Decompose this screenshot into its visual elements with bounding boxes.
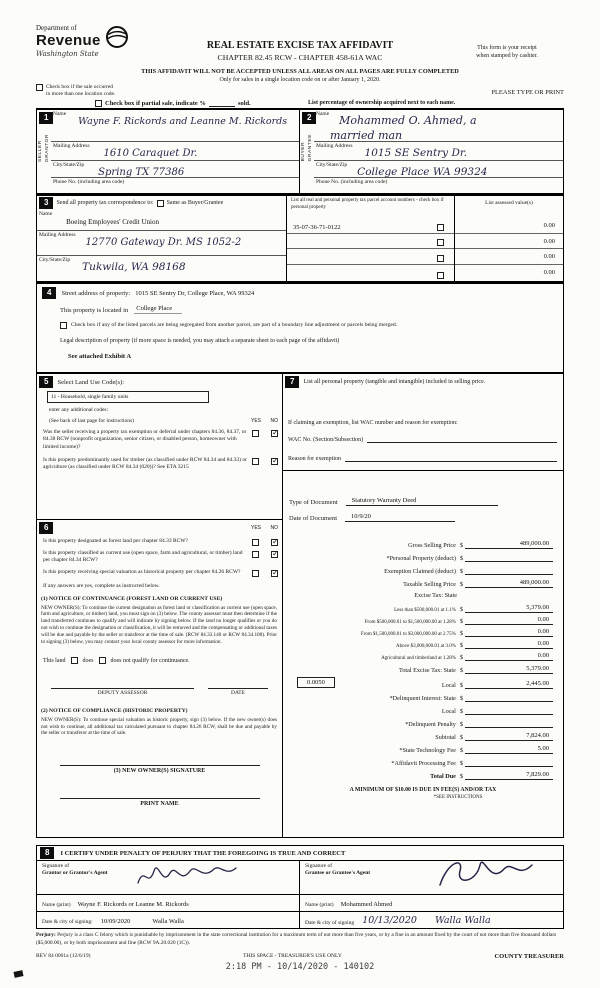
dor-logo-icon [105, 25, 129, 49]
no-header-label-6: NO [270, 525, 278, 531]
scan-corner-mark [13, 970, 23, 978]
see-instructions-note: *SEE INSTRUCTIONS [433, 795, 483, 800]
dollar-sign: $ [459, 734, 463, 741]
grantor-signature-cell [37, 861, 300, 894]
print-name-line[interactable]: PRINT NAME [60, 798, 260, 807]
grantor-date-city-label: Date & city of signing: [42, 919, 93, 925]
see-back-note: (See back of last page for instructions) [49, 418, 134, 424]
grantee-name-print-label: Name (print) [305, 902, 334, 908]
seller-side-word2: GRANTOR [45, 134, 51, 163]
bracket4-label: Above $3,000,000.01 at 3.0% [396, 644, 456, 649]
delinquent-interest-local-row [283, 702, 563, 715]
bracket4-value[interactable]: 0.00 [465, 640, 553, 649]
multi-location-row [36, 84, 176, 99]
personal-property-deduct-value[interactable] [465, 560, 553, 562]
correspondence-csz-value[interactable]: Tukwila, WA 98168 [82, 261, 186, 274]
current-use-yes-checkbox[interactable] [252, 551, 259, 558]
dollar-sign: $ [459, 695, 463, 702]
agricultural-row [283, 649, 563, 661]
bracket1-label: Less than $500,000.01 at 1.1% [394, 608, 456, 613]
wac-number-field[interactable] [367, 435, 557, 443]
exemption-reason-label: Reason for exemption [288, 456, 341, 462]
grantor-signature-label-line2: Grantor or Grantor's Agent [42, 870, 108, 877]
section5-badge: 5 [39, 376, 53, 388]
dollar-sign: $ [459, 606, 463, 613]
section7-badge: 7 [285, 376, 299, 388]
parcel-1-personal-checkbox[interactable] [437, 224, 444, 231]
parcel-2-personal-checkbox[interactable] [437, 239, 444, 246]
forest-yes-checkbox[interactable] [252, 539, 259, 546]
tax-correspondence-section [36, 194, 564, 282]
document-date-value[interactable]: 10/9/20 [345, 513, 455, 522]
gross-selling-price-value[interactable]: 489,000.00 [465, 540, 553, 549]
ownership-note: List percentage of ownership acquired next to each name. [308, 100, 456, 106]
grantee-date-city-label: Date & city of signing [305, 920, 355, 926]
correspondence-csz-label: City/State/Zip [39, 257, 71, 264]
buyer-section [300, 110, 563, 193]
buyer-csz-value[interactable]: College Place WA 99324 [357, 165, 488, 178]
legal-description-label: Legal description of property (if more space is needed, you may attach a separate sheet to each page of the affidavit) [60, 338, 340, 344]
correspondence-name-label: Name [39, 211, 53, 217]
personal-property-write-area[interactable] [283, 390, 563, 420]
subtotal-row [283, 728, 563, 741]
left-column [36, 373, 283, 838]
multi-location-label [46, 84, 115, 99]
this-land-label: This land [43, 657, 66, 664]
local-tax-value[interactable]: 2,445.00 [465, 680, 553, 689]
dollar-sign: $ [459, 721, 463, 728]
delinquent-penalty-label: *Delinquent Penalty [405, 721, 456, 728]
section3-badge: 3 [39, 197, 53, 209]
located-in-label: This property is located in [60, 307, 129, 314]
exemption-claimed-row [283, 562, 563, 575]
exemption-deferral-question: Was the seller receiving a property tax exemption or deferral under chapters 84.36, 84.37, or 84.38 RCW (nonprofit organization, senior citizen, or disabled person, homeowner with limited income)? [43, 429, 247, 450]
dollar-sign: $ [459, 542, 463, 549]
personal-property-section [283, 374, 563, 471]
dollar-sign: $ [459, 747, 463, 754]
total-due-label: Total Due [430, 773, 456, 780]
bracket3-value[interactable]: 0.00 [465, 628, 553, 637]
forest-no-checkbox[interactable] [271, 539, 278, 546]
total-due-row [283, 767, 563, 780]
footer-row [36, 953, 564, 960]
notice-compliance-body: NEW OWNER(S): To continue special valuation as historic property, sign (3) below. If the new owner(s) does not wish to continue, all additional tax calculated pursuant to chapter 84.26 RCW, shall be due and payable by the seller or transferor at the time of sale. [41, 716, 277, 737]
assessed-value-1[interactable]: 0.00 [455, 218, 563, 234]
perjury-text: Perjury is a class C felony which is punishable by imprisonment in the state correctional institution for a maximum term of not more than five years, or by a fine in an amount fixed by the court of not more than five thousand dollars ($5,000.00), or by both imprisonment and fine (RCW 9A.20.020 (1C)). [36, 932, 557, 946]
continuance-does-checkbox[interactable] [71, 657, 78, 664]
street-address-value[interactable]: 1015 SE Sentry Dr, College Place, WA 99324 [135, 289, 255, 297]
dollar-sign: $ [459, 682, 463, 689]
agricultural-value[interactable]: 0.00 [465, 652, 553, 661]
not-accepted-warning: THIS AFFIDAVIT WILL NOT BE ACCEPTED UNLESS ALL AREAS ON ALL PAGES ARE FULLY COMPLETED [141, 68, 459, 75]
forest-land-question: Is this property designated as forest land per chapter 84.33 RCW? [43, 538, 188, 544]
grantee-signing-date[interactable]: 10/13/2020 [362, 915, 417, 926]
buyer-name-label: Name [316, 111, 330, 117]
grantee-name-cell [300, 895, 563, 911]
section8-badge: 8 [40, 847, 54, 859]
correspondence-mailing-label: Mailing Address [39, 231, 76, 238]
does-label: does [82, 657, 94, 664]
does-not-label: does not qualify for continuance. [110, 657, 190, 664]
exemption-yes-checkbox[interactable] [252, 430, 259, 437]
technology-fee-row [283, 741, 563, 754]
grantor-printed-name[interactable]: Wayne F. Rickords or Leanne M. Rickords [77, 901, 189, 908]
property-location-section [36, 282, 564, 373]
dollar-sign: $ [459, 667, 463, 674]
yes-header-label: YES [251, 418, 262, 424]
delinquent-interest-state-value[interactable] [465, 700, 553, 702]
local-tax-label: Local [441, 682, 456, 689]
document-date-row [289, 513, 563, 522]
grantee-date-city-cell [300, 912, 563, 928]
parcel-numbers-header: List all real and personal property tax parcel account numbers - check box if personal property [291, 198, 444, 210]
current-use-question: Is this property classified as current use (open space, farm and agricultural, or timber) land per chapter 84.34 RCW? [43, 550, 243, 564]
yes-no-header-6 [251, 525, 278, 531]
perjury-note [36, 932, 564, 947]
bracket4-row [283, 637, 563, 649]
multi-location-checkbox[interactable] [36, 84, 43, 91]
continuance-does-not-checkbox[interactable] [99, 657, 106, 664]
grantee-signature[interactable] [430, 855, 540, 895]
assessed-values-block [455, 196, 563, 281]
bracket2-label: From $500,000.01 to $1,500,000.00 at 1.28% [364, 620, 456, 625]
grantor-signing-city[interactable]: Walla Walla [152, 918, 184, 925]
document-type-label: Type of Document [289, 499, 338, 506]
yes-no-header-5 [251, 418, 278, 424]
grantor-date-city-cell [37, 912, 300, 928]
grantee-signature-cell [300, 861, 563, 894]
bracket2-value[interactable]: 0.00 [465, 616, 553, 625]
exemption-claimed-value[interactable] [465, 573, 553, 575]
segregated-label: Check box if any of the listed parcels are being segregated from another parcel, are part of a boundary line adjustment or parcels being merged. [71, 322, 398, 328]
seller-section [37, 110, 300, 193]
bracket3-row [283, 625, 563, 637]
document-type-row [289, 497, 563, 506]
land-use-code-field[interactable]: 11 - Household, single family units [47, 391, 209, 403]
segregated-checkbox[interactable] [60, 322, 67, 329]
correspondence-block [37, 196, 287, 281]
local-rate-box[interactable]: 0.0050 [297, 677, 335, 688]
grantor-name-print-label: Name (print) [42, 902, 71, 908]
processing-fee-value[interactable] [465, 765, 553, 767]
if-yes-note: If any answers are yes, complete as instructed below. [43, 582, 160, 589]
assessed-value-2[interactable]: 0.00 [455, 234, 563, 250]
dollar-sign: $ [459, 708, 463, 715]
technology-fee-value[interactable]: 5.00 [465, 745, 553, 754]
located-in-value[interactable]: College Place [134, 305, 182, 314]
section6-badge: 6 [39, 522, 53, 534]
minimum-due-note: A MINIMUM OF $10.00 IS DUE IN FEE(S) AND/OR TAX [349, 787, 497, 793]
same-as-buyer-checkbox[interactable] [157, 200, 164, 207]
total-state-excise-row [283, 661, 563, 674]
gross-selling-price-label: Gross Selling Price [408, 542, 456, 549]
yes-header-label-6: YES [251, 525, 262, 531]
document-date-label: Date of Document [289, 515, 338, 522]
form-chapter: CHAPTER 82.45 RCW - CHAPTER 458-61A WAC [217, 53, 383, 62]
same-as-buyer-label: Same as Buyer/Grantee [166, 200, 224, 206]
assessed-values-header: List assessed value(s) [485, 200, 533, 206]
dollar-sign: $ [459, 654, 463, 661]
additional-codes-label: enter any additional codes: [49, 407, 109, 413]
seller-mailing-label: Mailing Address [53, 143, 90, 150]
correspondence-mailing-value[interactable]: 12770 Gateway Dr. MS 1052-2 [85, 236, 242, 248]
receipt-note-line2: when stamped by cashier. [476, 53, 538, 60]
current-use-no-checkbox[interactable] [271, 551, 278, 558]
taxable-selling-price-label: Taxable Selling Price [403, 581, 456, 588]
grantor-signature[interactable] [132, 861, 242, 891]
agricultural-label: Agricultural and timberland at 1.28% [381, 656, 456, 661]
buyer-csz-label: City/State/Zip [316, 161, 348, 168]
total-state-excise-label: Total Excise Tax: State [398, 667, 456, 674]
seller-name-value[interactable]: Wayne F. Rickords and Leanne M. Rickords [78, 116, 288, 127]
grantee-printed-name[interactable]: Mohammed Ahmed [340, 901, 393, 908]
receipt-note [450, 44, 564, 61]
department-of-label: Department of [36, 24, 77, 32]
dollar-sign: $ [459, 618, 463, 625]
seller-csz-value[interactable]: Spring TX 77386 [98, 166, 185, 178]
historic-property-question: Is this property receiving special valuation as historical property per chapter 84.26 RCW? [43, 568, 241, 575]
document-type-value[interactable]: Statutory Warranty Deed [346, 497, 498, 506]
seller-name-label: Name [53, 111, 67, 117]
seller-phone-label: Phone No. (including area code) [53, 179, 125, 186]
correspondence-name-value[interactable]: Boeing Employees' Credit Union [66, 218, 159, 226]
section2-badge: 2 [302, 112, 316, 124]
parcel-number-1-value[interactable]: 35-07-36-71-0122 [293, 223, 341, 231]
dollar-sign: $ [459, 630, 463, 637]
cashier-stamp: 2:18 PM - 10/14/2020 - 140102 [225, 962, 375, 972]
land-use-section [37, 374, 282, 520]
seller-side-label [38, 134, 51, 162]
parties-section [36, 108, 564, 194]
notice-continuance-title: (1) NOTICE OF CONTINUANCE (FOREST LAND OR CURRENT USE) [41, 595, 223, 602]
delinquent-interest-state-label: *Delinquent Interest: State [389, 695, 456, 702]
wac-number-label: WAC No. (Section/Subsection) [288, 437, 364, 443]
delinquent-penalty-row [283, 715, 563, 728]
buyer-phone-label: Phone No. (including area code) [316, 179, 388, 186]
section4-badge: 4 [42, 287, 56, 299]
deputy-date-line[interactable]: DATE [208, 688, 268, 696]
processing-fee-row [283, 754, 563, 767]
seller-mailing-value[interactable]: 1610 Caraquet Dr. [103, 148, 198, 160]
right-column [283, 373, 564, 838]
seller-side-word1: SELLER [38, 140, 43, 163]
grantee-signature-label-line1: Signature of [305, 863, 333, 869]
grantee-signing-city[interactable]: Walla Walla [434, 915, 491, 926]
bracket2-row [283, 613, 563, 625]
form-title-block [158, 40, 442, 62]
dor-logo-block [36, 24, 166, 58]
partial-sale-checkbox[interactable] [95, 100, 102, 107]
certify-statement: I CERTIFY UNDER PENALTY OF PERJURY THAT THE FOREGOING IS TRUE AND CORRECT [60, 849, 346, 857]
buyer-side-word2: GRANTEE [308, 134, 314, 162]
dollar-sign: $ [459, 555, 463, 562]
parcel-numbers-block [287, 196, 455, 281]
buyer-side-word1: BUYER [301, 141, 306, 162]
timber-yes-checkbox[interactable] [252, 458, 259, 465]
deputy-assessor-line[interactable]: DEPUTY ASSESSOR [51, 688, 194, 696]
delinquent-interest-local-label: Local [441, 708, 456, 715]
personal-property-deduct-row [283, 549, 563, 562]
partial-sale-percent-field[interactable] [209, 99, 235, 107]
taxable-selling-price-row [283, 575, 563, 588]
delinquent-interest-local-value[interactable] [465, 713, 553, 715]
new-owner-signature-line[interactable]: (3) NEW OWNER(S) SIGNATURE [60, 765, 260, 774]
multi-location-label-line1: Check box if the sale occurred [46, 84, 114, 90]
dollar-sign: $ [459, 642, 463, 649]
no-header-label: NO [270, 418, 278, 424]
grantee-signature-label-line2: Grantee or Grantee's Agent [305, 870, 371, 877]
bracket3-label: From $1,500,000.01 to $3,000,000.00 at 2.75% [360, 632, 456, 637]
bracket1-value[interactable]: 5,379.00 [465, 604, 553, 613]
assessed-value-4[interactable]: 0.00 [543, 269, 555, 277]
single-location-note: Only for sales in a single location code on or after January 1, 2020. [219, 77, 381, 83]
parcel-3-personal-checkbox[interactable] [437, 255, 444, 262]
assessed-value-3[interactable]: 0.00 [455, 249, 563, 265]
washington-state-label: Washington State [36, 50, 99, 58]
section1-badge: 1 [39, 112, 53, 124]
multi-location-label-line2: in more than one location code. [46, 91, 116, 98]
excise-tax-state-header: Excise Tax: State [414, 592, 457, 599]
designation-section [37, 520, 282, 837]
parcel-4-personal-checkbox[interactable] [437, 272, 444, 279]
technology-fee-label: *State Technology Fee [399, 747, 456, 754]
partial-sale-sold-label: sold. [237, 100, 251, 107]
buyer-mailing-label: Mailing Address [316, 143, 353, 150]
county-treasurer-label: COUNTY TREASURER [494, 953, 564, 960]
historic-yes-checkbox[interactable] [252, 570, 259, 577]
personal-property-label: List all personal property (tangible and intangible) included in selling price. [303, 379, 486, 385]
historic-no-checkbox[interactable] [271, 570, 278, 577]
subtotal-label: Subtotal [435, 734, 456, 741]
form-number: REV 84 0001a (12/6/19) [36, 953, 91, 959]
partial-sale-label: Check box if partial sale, indicate % [105, 100, 206, 107]
grantor-signature-label-line1: Signature of [42, 863, 70, 869]
legal-description-value[interactable]: See attached Exhibit A [68, 353, 132, 360]
local-tax-row [283, 674, 563, 689]
exemption-reason-field[interactable] [345, 454, 557, 462]
exemption-claimed-label: Exemption Claimed (deduct) [384, 568, 456, 575]
seller-csz-label: City/State/Zip [53, 161, 85, 168]
perjury-label: Perjury: [36, 932, 56, 938]
buyer-mailing-value[interactable]: 1015 SE Sentry Dr. [364, 147, 468, 160]
grantor-signing-date[interactable]: 10/09/2020 [100, 918, 131, 925]
notice-compliance-title: (2) NOTICE OF COMPLIANCE (HISTORIC PROPERTY) [41, 707, 188, 714]
processing-fee-label: *Affidavit Processing Fee [391, 760, 456, 767]
receipt-note-line1: This form is your receipt [477, 45, 537, 51]
buyer-name-value-line1[interactable]: Mohammed O. Ahmed, a [339, 114, 477, 127]
dollar-sign: $ [459, 581, 463, 588]
please-type-note: PLEASE TYPE OR PRINT [491, 89, 564, 96]
land-use-label: Select Land Use Code(s): [57, 378, 125, 386]
partial-sale-row [95, 99, 251, 107]
timber-agriculture-question: Is this property predominantly used for timber (as classified under RCW 84.34 and 84.33) or agriculture (as classified under RCW 84.34 (020))? See ETA 3215 [43, 456, 247, 470]
dollar-sign: $ [459, 773, 463, 780]
grantor-name-cell [37, 895, 300, 911]
form-title: REAL ESTATE EXCISE TAX AFFIDAVIT [206, 40, 394, 51]
dollar-sign: $ [459, 760, 463, 767]
personal-property-deduct-label: *Personal Property (deduct) [386, 555, 456, 562]
delinquent-penalty-value[interactable] [465, 726, 553, 728]
delinquent-interest-state-row [283, 689, 563, 702]
dollar-sign: $ [459, 568, 463, 575]
total-state-excise-value[interactable]: 5,379.00 [465, 665, 553, 674]
taxable-selling-price-value[interactable]: 489,000.00 [465, 579, 553, 588]
send-correspondence-label: Send all property tax correspondence to: [56, 200, 154, 206]
street-address-label: Street address of property: [61, 289, 131, 297]
buyer-name-value-line2[interactable]: married man [330, 129, 403, 142]
timber-no-checkbox[interactable] [271, 458, 278, 465]
subtotal-value[interactable]: 7,824.00 [465, 732, 553, 741]
total-due-value[interactable]: 7,829.00 [465, 771, 553, 780]
certification-section [36, 845, 564, 929]
gross-selling-price-row [283, 536, 563, 549]
notice-continuance-body: NEW OWNER(S): To continue the current designation as forest land or classification as current use (open space, farm and agriculture, or timber) land, you must sign on (3) below. The county assessor must then determine if the land transferred continues to qualify and will indicate by signing below. If the land no longer qualifies or you do not wish to continue the designation or classification, it will be removed and the compensating or additional taxes will be due and payable by the seller or transferor at the time of sale. (RCW 84.33.140 or RCW 84.34.108). Prior to signing (3) below, you may contact your local county assessor for more information. [41, 604, 277, 645]
exemption-no-checkbox[interactable] [271, 430, 278, 437]
buyer-side-label [301, 134, 314, 161]
bracket1-row [283, 601, 563, 613]
revenue-wordmark: Revenue [36, 32, 101, 49]
exemption-intro-label: If claiming an exemption, list WAC number and reason for exemption: [288, 420, 458, 426]
treasurer-space-label: THIS SPACE - TREASURER'S USE ONLY [243, 953, 342, 959]
